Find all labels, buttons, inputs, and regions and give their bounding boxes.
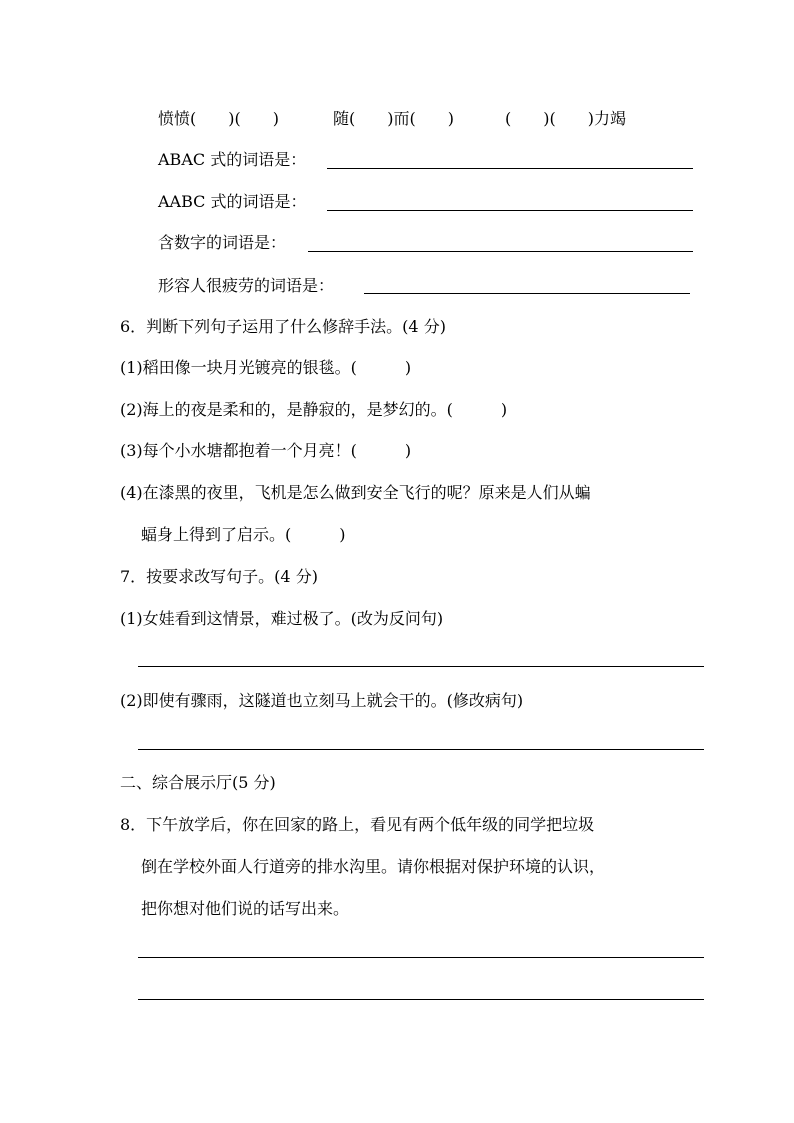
idiom-3: ( )( )力竭	[505, 109, 626, 128]
abac-label: ABAC 式的词语是：	[158, 150, 307, 169]
tired-idiom-answer-line[interactable]	[364, 293, 690, 294]
q6-sentence-2: (2)海上的夜是柔和的，是静寂的，是梦幻的。( )	[120, 400, 508, 419]
q6-title: 6．判断下列句子运用了什么修辞手法。(4 分)	[120, 317, 446, 336]
q7-title: 7．按要求改写句子。(4 分)	[120, 567, 318, 586]
number-idiom-label: 含数字的词语是：	[158, 233, 287, 252]
q6-sentence-1: (1)稻田像一块月光镀亮的银毯。( )	[120, 358, 412, 377]
q6-sentence-4b: 蝠身上得到了启示。( )	[141, 525, 346, 544]
q7-sentence-1: (1)女娃看到这情景，难过极了。(改为反问句)	[120, 609, 444, 628]
idiom-2: 随( )而( )	[333, 109, 454, 128]
number-idiom-answer-line[interactable]	[308, 251, 693, 252]
idiom-row	[158, 109, 279, 129]
section-2-title: 二、综合展示厅(5 分)	[120, 773, 276, 792]
abac-answer-line[interactable]	[327, 168, 693, 169]
q7-answer-line-1[interactable]	[138, 666, 704, 667]
q7-sentence-2: (2)即使有骤雨，这隧道也立刻马上就会干的。(修改病句)	[120, 691, 524, 710]
idiom-1: 愤愤( )( )	[158, 109, 279, 128]
q8-answer-line-1[interactable]	[138, 957, 704, 958]
q8-line-1: 8．下午放学后，你在回家的路上，看见有两个低年级的同学把垃圾	[120, 815, 595, 834]
q7-answer-line-2[interactable]	[138, 749, 704, 750]
aabc-answer-line[interactable]	[327, 210, 693, 211]
aabc-label: AABC 式的词语是：	[158, 192, 307, 211]
q8-line-3: 把你想对他们说的话写出来。	[141, 899, 350, 918]
q8-answer-line-2[interactable]	[138, 999, 704, 1000]
q6-sentence-3: (3)每个小水塘都抱着一个月亮！( )	[120, 441, 412, 460]
q8-line-2: 倒在学校外面人行道旁的排水沟里。请你根据对保护环境的认识，	[141, 857, 606, 876]
tired-idiom-label: 形容人很疲劳的词语是：	[158, 276, 335, 295]
q6-sentence-4a: (4)在漆黑的夜里，飞机是怎么做到安全飞行的呢？原来是人们从蝙	[120, 483, 591, 502]
